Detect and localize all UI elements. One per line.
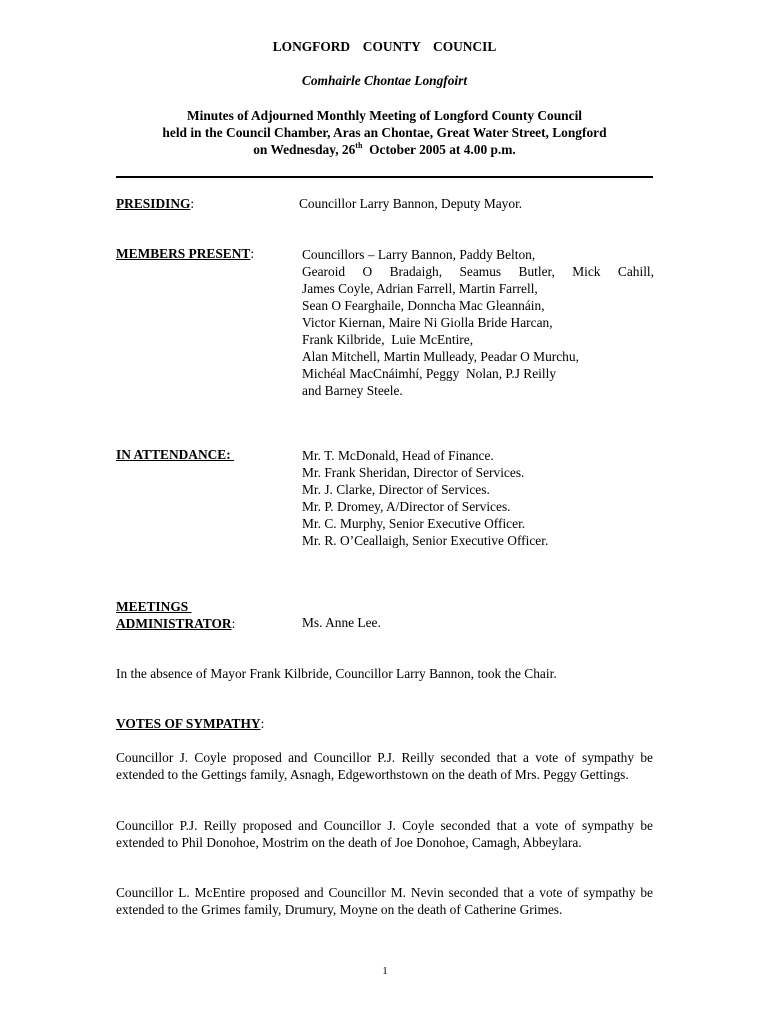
presiding-label-wrap [116, 196, 194, 212]
presiding-label: PRESIDING [116, 196, 191, 211]
meeting-heading-line-2: held in the Council Chamber, Aras an Chontae, Great Water Street, Longford [162, 125, 607, 140]
members-line: Frank Kilbride, Luie McEntire, [302, 332, 474, 347]
council-title: LONGFORD COUNTY COUNCIL [272, 39, 497, 54]
presiding-value: Councillor Larry Bannon, Deputy Mayor. [299, 196, 523, 211]
presiding-colon: : [190, 196, 195, 211]
irish-title: Comhairle Chontae Longfoirt [301, 73, 468, 88]
meetings-administrator-label-line-2: ADMINISTRATOR [116, 616, 232, 631]
attendee-line: Mr. C. Murphy, Senior Executive Officer. [302, 516, 526, 531]
meeting-heading-line-3 [116, 141, 653, 158]
header-divider [116, 176, 653, 178]
members-present-label: MEMBERS PRESENT [116, 246, 251, 261]
meetings-administrator-value: Ms. Anne Lee. [302, 615, 381, 630]
members-present-list [302, 246, 654, 399]
members-line: Michéal MacCnáimhí, Peggy Nolan, P.J Reilly [302, 366, 557, 381]
members-line: Sean O Fearghaile, Donncha Mac Gleannáin, [302, 298, 545, 313]
page-number: 1 [382, 965, 388, 977]
votes-of-sympathy-heading-wrap [116, 716, 264, 732]
sympathy-paragraph: Councillor J. Coyle proposed and Councillor P.J. Reilly seconded that a vote of sympathy be extended to the Gettings family, Asnagh, Edgeworthstown on the death of Mrs. Peggy Gettings. [116, 750, 653, 782]
sympathy-paragraph: Councillor L. McEntire proposed and Councillor M. Nevin seconded that a vote of sympathy be extended to the Grimes family, Drumury, Moyne on the death of Catherine Grimes. [116, 885, 653, 917]
chair-note: In the absence of Mayor Frank Kilbride, Councillor Larry Bannon, took the Chair. [116, 666, 557, 681]
attendee-line: Mr. T. McDonald, Head of Finance. [302, 448, 494, 463]
meeting-date-prefix: on Wednesday, 26 [253, 142, 356, 157]
votes-of-sympathy-colon: : [260, 716, 265, 731]
meeting-heading [116, 107, 653, 158]
in-attendance-label-wrap [116, 447, 234, 463]
sympathy-paragraph: Councillor P.J. Reilly proposed and Councillor J. Coyle seconded that a vote of sympathy be extended to Phil Donohoe, Mostrim on the death of Joe Donohoe, Camagh, Abbeylara. [116, 818, 653, 850]
votes-of-sympathy-heading: VOTES OF SYMPATHY [116, 716, 261, 731]
members-line: James Coyle, Adrian Farrell, Martin Farrell, [302, 281, 538, 296]
meeting-date-suffix: th [355, 141, 363, 150]
meetings-administrator-label-wrap [116, 598, 235, 632]
meeting-heading-line-1: Minutes of Adjourned Monthly Meeting of Longford County Council [186, 108, 583, 123]
members-line: Gearoid O Bradaigh, Seamus Butler, Mick Cahill, [302, 264, 654, 279]
members-present-colon: : [250, 246, 255, 261]
in-attendance-label: IN ATTENDANCE: [116, 447, 235, 462]
meetings-administrator-colon: : [231, 616, 236, 631]
attendee-line: Mr. R. O’Ceallaigh, Senior Executive Officer. [302, 533, 549, 548]
meetings-administrator-label-line-1: MEETINGS [116, 599, 192, 614]
members-line: and Barney Steele. [302, 383, 403, 398]
attendee-line: Mr. J. Clarke, Director of Services. [302, 482, 490, 497]
members-line: Alan Mitchell, Martin Mulleady, Peadar O Murchu, [302, 349, 579, 364]
attendee-line: Mr. P. Dromey, A/Director of Services. [302, 499, 511, 514]
in-attendance-list [302, 447, 548, 549]
members-present-label-wrap [116, 246, 254, 262]
members-line: Victor Kiernan, Maire Ni Giolla Bride Harcan, [302, 315, 553, 330]
members-line: Councillors – Larry Bannon, Paddy Belton, [302, 247, 536, 262]
attendee-line: Mr. Frank Sheridan, Director of Services. [302, 465, 525, 480]
meeting-date-rest: October 2005 at 4.00 p.m. [362, 142, 516, 157]
